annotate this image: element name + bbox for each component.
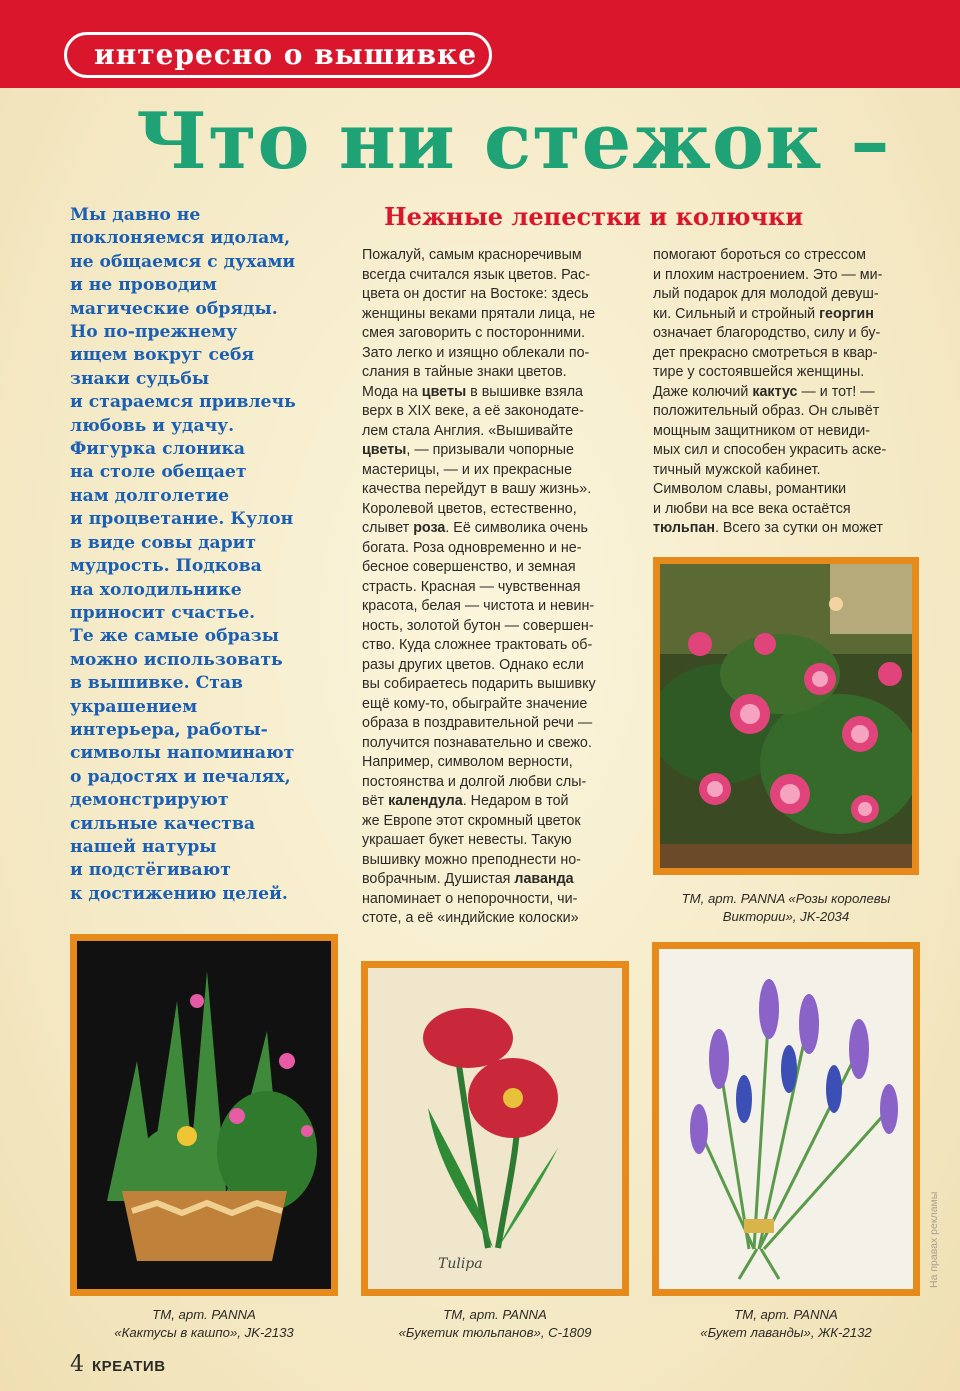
lavender-caption-line: TM, арт. PANNA (734, 1307, 838, 1322)
intro-line: символы напоминают (70, 743, 295, 764)
intro-line: интерьера, работы- (70, 719, 268, 740)
roses-embroidery-image (653, 557, 919, 875)
col2-line: положительный образ. Он слывёт (653, 403, 880, 419)
col1-line: вобрачным. Душистая лаванда (362, 871, 574, 887)
col1-line: Пожалуй, самым красноречивым (362, 247, 582, 263)
col2-line: мых сил и способен украсить аске- (653, 442, 887, 458)
roses-caption-line: Виктории», JK-2034 (722, 909, 850, 924)
intro-line: нам долголетие (70, 485, 230, 506)
col2-line: и плохим настроением. Это — ми- (653, 266, 883, 283)
article-subheading: Нежные лепестки и колючки (384, 202, 804, 231)
col1-line: богата. Роза одновременно и не- (362, 539, 582, 556)
col2-line: и любви на все века остаётся (653, 500, 851, 517)
col2-line: ки. Сильный и стройный георгин (653, 305, 874, 322)
lavender-caption-line: «Букет лаванды», ЖК-2132 (700, 1325, 872, 1340)
col2-line: Даже колючий кактус — и тот! — (653, 383, 875, 400)
intro-line: Те же самые образы (70, 626, 279, 647)
intro-line: не общаемся с духами (70, 251, 296, 272)
intro-line: знаки судьбы (70, 368, 210, 389)
section-tag: интересно о вышивке (94, 38, 478, 71)
col1-line: цветы, — призывали чопорные (362, 442, 574, 458)
intro-line: ищем вокруг себя (70, 345, 255, 366)
intro-line: к достижению целей. (70, 883, 288, 904)
col1-line: ство. Куда сложнее трактовать об- (362, 637, 593, 653)
col1-line: ность, золотой бутон — совершен- (362, 617, 594, 634)
col1-line: лем стала Англия. «Вышивайте (362, 422, 574, 439)
cactus-caption (70, 1306, 338, 1342)
col2-line: тире у состоявшейся женщины. (653, 364, 865, 380)
lavender-caption (652, 1306, 920, 1342)
tulip-signature: Tulipa (438, 1256, 483, 1272)
col1-line: стоте, а её «индийские колоски» (362, 910, 579, 926)
cactus-embroidery-image (70, 934, 338, 1296)
col1-line: слывет роза. Её символика очень (362, 520, 589, 536)
col1-line: страсть. Красная — чувственная (362, 578, 581, 595)
col2-line: тюльпан. Всего за сутки он может (653, 520, 883, 536)
col1-line: смея заговорить с посторонними. (362, 325, 586, 341)
col2-line: означает благородство, силу и бу- (653, 325, 881, 341)
intro-text (70, 204, 342, 906)
col1-line: постоянства и долгой любви слы- (362, 773, 587, 790)
roses-caption-line: TM, арт. PANNA «Розы королевы (681, 891, 891, 906)
col1-line: цвета он достиг на Востоке: здесь (362, 286, 589, 302)
col1-line: ещё кому-то, обыграйте значение (362, 695, 588, 712)
intro-line: на холодильнике (70, 579, 242, 600)
col1-line: вышивку можно преподнести но- (362, 851, 581, 868)
page-number: 4 (70, 1352, 84, 1377)
intro-line: магические обряды. (70, 298, 278, 319)
col2-line: Символом славы, романтики (653, 481, 847, 497)
col1-line: качества перейдут в вашу жизнь». (362, 481, 592, 497)
intro-line: и подстёгивают (70, 860, 231, 881)
col1-line: слания в тайные знаки цветов. (362, 364, 567, 380)
col1-line: образа в поздравительной речи — (362, 715, 593, 731)
col2-line: тичный мужской кабинет. (653, 461, 821, 478)
intro-line: демонстрируют (70, 790, 229, 811)
col1-line: Королевой цветов, естественно, (362, 500, 577, 517)
col1-line: напоминает о непорочности, чи- (362, 890, 578, 907)
col1-line: получится познавательно и свежо. (362, 734, 592, 751)
intro-line: сильные качества (70, 813, 255, 834)
col1-line: всегда считался язык цветов. Рас- (362, 266, 591, 283)
intro-line: и не проводим (70, 275, 217, 296)
tulips-embroidery-image (361, 961, 629, 1296)
intro-line: Но по-прежнему (70, 322, 238, 343)
tulips-caption-line: TM, арт. PANNA (443, 1307, 547, 1322)
cactus-caption-line: «Кактусы в кашпо», JK-2133 (114, 1325, 294, 1340)
headline: Что ни стежок – (136, 96, 891, 187)
col1-line: Зато легко и изящно облекали по- (362, 344, 590, 361)
col1-line: мастерицы, — и их прекрасные (362, 461, 573, 478)
col2-line: помогают бороться со стрессом (653, 247, 866, 263)
col2-line: лый подарок для молодой девуш- (653, 286, 879, 302)
col2-line: дет прекрасно смотреться в квар- (653, 344, 878, 361)
intro-line: о радостях и печалях, (70, 766, 291, 787)
col1-line: верх в XIX веке, а её законодате- (362, 403, 584, 419)
intro-line: мудрость. Подкова (70, 556, 262, 577)
col1-line: же Европе этот скромный цветок (362, 812, 581, 829)
lavender-embroidery-image (652, 942, 920, 1296)
col1-line: Например, символом верности, (362, 754, 573, 770)
intro-line: в вышивке. Став (70, 673, 243, 694)
col1-line: вы собираетесь подарить вышивку (362, 676, 596, 692)
intro-line: поклоняемся идолам, (70, 228, 291, 249)
col1-line: красота, белая — чистота и невин- (362, 598, 595, 614)
col1-line: разы других цветов. Однако если (362, 656, 584, 673)
magazine-name: КРЕАТИВ (92, 1358, 166, 1375)
intro-line: можно использовать (70, 649, 283, 670)
intro-line: и стараемся привлечь (70, 392, 296, 413)
intro-line: любовь и удачу. (70, 415, 235, 436)
col1-line: Мода на цветы в вышивке взяла (362, 383, 583, 400)
intro-line: Мы давно не (70, 205, 201, 225)
intro-line: и процветание. Кулон (70, 509, 294, 530)
col1-line: вёт календула. Недаром в той (362, 793, 569, 809)
article-column-2 (653, 246, 921, 539)
tulips-caption-line: «Букетик тюльпанов», С-1809 (398, 1325, 592, 1340)
intro-line: Фигурка слоника (70, 439, 246, 460)
tulips-caption (361, 1306, 629, 1342)
article-column-1 (362, 246, 630, 929)
intro-line: на столе обещает (70, 462, 247, 483)
intro-line: в виде совы дарит (70, 532, 257, 553)
cactus-caption-line: TM, арт. PANNA (152, 1307, 256, 1322)
intro-line: приносит счастье. (70, 602, 256, 623)
advertising-note: На правах рекламы (928, 1191, 940, 1288)
col1-line: бесное совершенство, и земная (362, 559, 576, 575)
col1-line: украшает букет невесты. Такую (362, 832, 572, 848)
col1-line: женщины веками прятали лица, не (362, 305, 596, 322)
col2-line: мощным защитником от невиди- (653, 422, 871, 439)
intro-line: украшением (70, 696, 198, 717)
roses-caption (653, 890, 919, 926)
intro-line: нашей натуры (70, 836, 217, 857)
